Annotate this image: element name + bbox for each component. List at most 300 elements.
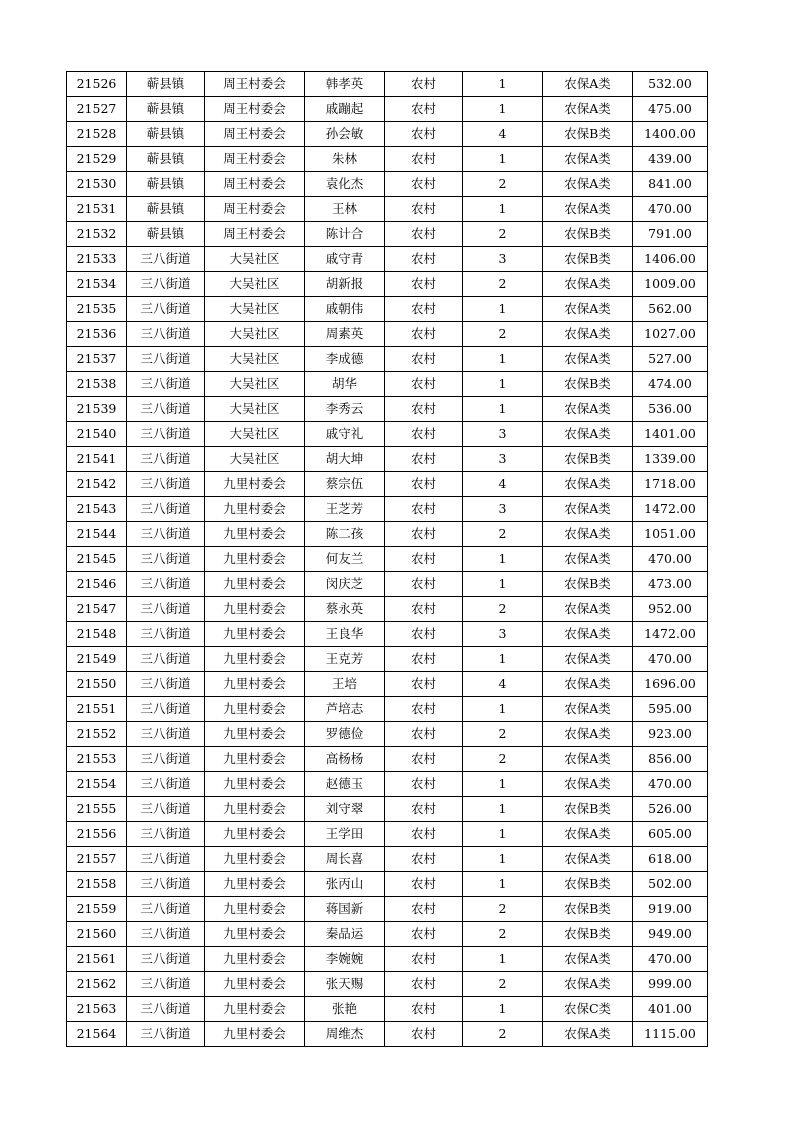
name-cell: 陈计合 (305, 222, 385, 247)
name-cell: 周素英 (305, 322, 385, 347)
amount-cell: 923.00 (633, 722, 708, 747)
town-cell: 三八街道 (127, 922, 205, 947)
record-id-cell: 21529 (67, 147, 127, 172)
name-cell: 周维杰 (305, 1022, 385, 1047)
area-type-cell: 农村 (385, 672, 463, 697)
village-cell: 周王村委会 (205, 172, 305, 197)
town-cell: 蕲县镇 (127, 147, 205, 172)
category-cell: 农保A类 (543, 597, 633, 622)
name-cell: 王良华 (305, 622, 385, 647)
area-type-cell: 农村 (385, 172, 463, 197)
record-id-cell: 21536 (67, 322, 127, 347)
amount-cell: 1696.00 (633, 672, 708, 697)
household-size-cell: 3 (463, 447, 543, 472)
town-cell: 蕲县镇 (127, 72, 205, 97)
category-cell: 农保A类 (543, 322, 633, 347)
name-cell: 秦品运 (305, 922, 385, 947)
category-cell: 农保A类 (543, 422, 633, 447)
amount-cell: 595.00 (633, 697, 708, 722)
area-type-cell: 农村 (385, 697, 463, 722)
name-cell: 蔡永英 (305, 597, 385, 622)
town-cell: 三八街道 (127, 322, 205, 347)
amount-cell: 475.00 (633, 97, 708, 122)
town-cell: 三八街道 (127, 422, 205, 447)
category-cell: 农保A类 (543, 647, 633, 672)
household-size-cell: 2 (463, 747, 543, 772)
area-type-cell: 农村 (385, 197, 463, 222)
area-type-cell: 农村 (385, 597, 463, 622)
category-cell: 农保B类 (543, 222, 633, 247)
amount-cell: 952.00 (633, 597, 708, 622)
name-cell: 王克芳 (305, 647, 385, 672)
amount-cell: 532.00 (633, 72, 708, 97)
town-cell: 蕲县镇 (127, 197, 205, 222)
household-size-cell: 1 (463, 947, 543, 972)
table-row (67, 272, 708, 297)
area-type-cell: 农村 (385, 72, 463, 97)
household-size-cell: 4 (463, 122, 543, 147)
record-id-cell: 21532 (67, 222, 127, 247)
table-row (67, 322, 708, 347)
record-id-cell: 21551 (67, 697, 127, 722)
category-cell: 农保A类 (543, 822, 633, 847)
town-cell: 三八街道 (127, 822, 205, 847)
town-cell: 三八街道 (127, 272, 205, 297)
town-cell: 三八街道 (127, 947, 205, 972)
category-cell: 农保A类 (543, 197, 633, 222)
village-cell: 大吴社区 (205, 397, 305, 422)
name-cell: 罗德俭 (305, 722, 385, 747)
area-type-cell: 农村 (385, 572, 463, 597)
household-size-cell: 1 (463, 797, 543, 822)
town-cell: 蕲县镇 (127, 172, 205, 197)
category-cell: 农保A类 (543, 397, 633, 422)
record-id-cell: 21544 (67, 522, 127, 547)
table-row (67, 547, 708, 572)
table-row (67, 1022, 708, 1047)
name-cell: 李成德 (305, 347, 385, 372)
record-id-cell: 21538 (67, 372, 127, 397)
town-cell: 三八街道 (127, 872, 205, 897)
amount-cell: 1401.00 (633, 422, 708, 447)
amount-cell: 1115.00 (633, 1022, 708, 1047)
record-id-cell: 21552 (67, 722, 127, 747)
town-cell: 三八街道 (127, 797, 205, 822)
town-cell: 三八街道 (127, 722, 205, 747)
area-type-cell: 农村 (385, 422, 463, 447)
area-type-cell: 农村 (385, 272, 463, 297)
household-size-cell: 1 (463, 872, 543, 897)
name-cell: 戚守礼 (305, 422, 385, 447)
name-cell: 周长喜 (305, 847, 385, 872)
category-cell: 农保A类 (543, 622, 633, 647)
record-id-cell: 21561 (67, 947, 127, 972)
name-cell: 戚朝伟 (305, 297, 385, 322)
record-id-cell: 21553 (67, 747, 127, 772)
category-cell: 农保A类 (543, 147, 633, 172)
name-cell: 芦培志 (305, 697, 385, 722)
household-size-cell: 1 (463, 397, 543, 422)
village-cell: 九里村委会 (205, 797, 305, 822)
area-type-cell: 农村 (385, 322, 463, 347)
village-cell: 九里村委会 (205, 922, 305, 947)
amount-cell: 526.00 (633, 797, 708, 822)
household-size-cell: 2 (463, 1022, 543, 1047)
village-cell: 九里村委会 (205, 997, 305, 1022)
category-cell: 农保A类 (543, 847, 633, 872)
village-cell: 九里村委会 (205, 897, 305, 922)
area-type-cell: 农村 (385, 547, 463, 572)
area-type-cell: 农村 (385, 897, 463, 922)
name-cell: 李秀云 (305, 397, 385, 422)
amount-cell: 856.00 (633, 747, 708, 772)
town-cell: 蕲县镇 (127, 97, 205, 122)
record-id-cell: 21563 (67, 997, 127, 1022)
record-id-cell: 21540 (67, 422, 127, 447)
village-cell: 九里村委会 (205, 972, 305, 997)
household-size-cell: 2 (463, 972, 543, 997)
category-cell: 农保A类 (543, 772, 633, 797)
household-size-cell: 2 (463, 522, 543, 547)
table-row (67, 622, 708, 647)
table-row (67, 947, 708, 972)
record-id-cell: 21531 (67, 197, 127, 222)
record-id-cell: 21537 (67, 347, 127, 372)
table-row (67, 422, 708, 447)
household-size-cell: 3 (463, 622, 543, 647)
household-size-cell: 1 (463, 697, 543, 722)
area-type-cell: 农村 (385, 472, 463, 497)
table-row (67, 747, 708, 772)
amount-cell: 470.00 (633, 647, 708, 672)
name-cell: 张丙山 (305, 872, 385, 897)
amount-cell: 1051.00 (633, 522, 708, 547)
amount-cell: 1009.00 (633, 272, 708, 297)
record-id-cell: 21542 (67, 472, 127, 497)
category-cell: 农保A类 (543, 972, 633, 997)
household-size-cell: 1 (463, 822, 543, 847)
table-row (67, 297, 708, 322)
category-cell: 农保B类 (543, 897, 633, 922)
household-size-cell: 2 (463, 722, 543, 747)
category-cell: 农保C类 (543, 997, 633, 1022)
household-size-cell: 4 (463, 672, 543, 697)
category-cell: 农保B类 (543, 797, 633, 822)
table-row (67, 597, 708, 622)
category-cell: 农保A类 (543, 747, 633, 772)
name-cell: 朱林 (305, 147, 385, 172)
area-type-cell: 农村 (385, 947, 463, 972)
record-id-cell: 21564 (67, 1022, 127, 1047)
amount-cell: 1718.00 (633, 472, 708, 497)
household-size-cell: 1 (463, 547, 543, 572)
household-size-cell: 1 (463, 572, 543, 597)
town-cell: 三八街道 (127, 247, 205, 272)
town-cell: 三八街道 (127, 347, 205, 372)
record-id-cell: 21545 (67, 547, 127, 572)
table-row (67, 222, 708, 247)
village-cell: 周王村委会 (205, 97, 305, 122)
town-cell: 三八街道 (127, 847, 205, 872)
table-row (67, 722, 708, 747)
name-cell: 胡华 (305, 372, 385, 397)
category-cell: 农保A类 (543, 722, 633, 747)
amount-cell: 1400.00 (633, 122, 708, 147)
village-cell: 大吴社区 (205, 372, 305, 397)
name-cell: 蔡宗伍 (305, 472, 385, 497)
area-type-cell: 农村 (385, 872, 463, 897)
village-cell: 九里村委会 (205, 1022, 305, 1047)
amount-cell: 605.00 (633, 822, 708, 847)
village-cell: 周王村委会 (205, 72, 305, 97)
record-id-cell: 21546 (67, 572, 127, 597)
record-id-cell: 21560 (67, 922, 127, 947)
area-type-cell: 农村 (385, 372, 463, 397)
area-type-cell: 农村 (385, 497, 463, 522)
category-cell: 农保B类 (543, 872, 633, 897)
name-cell: 戚守青 (305, 247, 385, 272)
category-cell: 农保A类 (543, 272, 633, 297)
amount-cell: 536.00 (633, 397, 708, 422)
village-cell: 周王村委会 (205, 147, 305, 172)
town-cell: 三八街道 (127, 297, 205, 322)
category-cell: 农保A类 (543, 172, 633, 197)
name-cell: 王学田 (305, 822, 385, 847)
village-cell: 周王村委会 (205, 122, 305, 147)
village-cell: 大吴社区 (205, 447, 305, 472)
village-cell: 九里村委会 (205, 522, 305, 547)
area-type-cell: 农村 (385, 747, 463, 772)
town-cell: 三八街道 (127, 622, 205, 647)
area-type-cell: 农村 (385, 347, 463, 372)
table-row (67, 372, 708, 397)
village-cell: 九里村委会 (205, 847, 305, 872)
record-id-cell: 21541 (67, 447, 127, 472)
village-cell: 九里村委会 (205, 822, 305, 847)
amount-cell: 473.00 (633, 572, 708, 597)
area-type-cell: 农村 (385, 622, 463, 647)
town-cell: 三八街道 (127, 597, 205, 622)
category-cell: 农保A类 (543, 672, 633, 697)
record-id-cell: 21557 (67, 847, 127, 872)
category-cell: 农保A类 (543, 1022, 633, 1047)
household-size-cell: 2 (463, 897, 543, 922)
category-cell: 农保B类 (543, 247, 633, 272)
town-cell: 三八街道 (127, 647, 205, 672)
area-type-cell: 农村 (385, 447, 463, 472)
table-row (67, 972, 708, 997)
household-size-cell: 1 (463, 97, 543, 122)
name-cell: 李婉婉 (305, 947, 385, 972)
village-cell: 九里村委会 (205, 672, 305, 697)
record-id-cell: 21556 (67, 822, 127, 847)
amount-cell: 1339.00 (633, 447, 708, 472)
town-cell: 三八街道 (127, 572, 205, 597)
amount-cell: 470.00 (633, 772, 708, 797)
category-cell: 农保A类 (543, 697, 633, 722)
town-cell: 三八街道 (127, 497, 205, 522)
category-cell: 农保A类 (543, 947, 633, 972)
town-cell: 三八街道 (127, 447, 205, 472)
village-cell: 大吴社区 (205, 322, 305, 347)
town-cell: 三八街道 (127, 972, 205, 997)
table-row (67, 472, 708, 497)
name-cell: 韩孝英 (305, 72, 385, 97)
town-cell: 三八街道 (127, 747, 205, 772)
record-id-cell: 21548 (67, 622, 127, 647)
town-cell: 蕲县镇 (127, 222, 205, 247)
table-row (67, 522, 708, 547)
record-id-cell: 21547 (67, 597, 127, 622)
amount-cell: 474.00 (633, 372, 708, 397)
town-cell: 三八街道 (127, 397, 205, 422)
name-cell: 高杨杨 (305, 747, 385, 772)
category-cell: 农保A类 (543, 522, 633, 547)
village-cell: 周王村委会 (205, 222, 305, 247)
village-cell: 九里村委会 (205, 947, 305, 972)
table-row (67, 172, 708, 197)
village-cell: 大吴社区 (205, 297, 305, 322)
table-row (67, 72, 708, 97)
amount-cell: 1472.00 (633, 622, 708, 647)
table-row (67, 822, 708, 847)
table-row (67, 197, 708, 222)
area-type-cell: 农村 (385, 997, 463, 1022)
town-cell: 三八街道 (127, 1022, 205, 1047)
area-type-cell: 农村 (385, 772, 463, 797)
amount-cell: 791.00 (633, 222, 708, 247)
amount-cell: 1472.00 (633, 497, 708, 522)
village-cell: 九里村委会 (205, 472, 305, 497)
household-size-cell: 2 (463, 272, 543, 297)
category-cell: 农保B类 (543, 572, 633, 597)
household-size-cell: 1 (463, 347, 543, 372)
name-cell: 胡新报 (305, 272, 385, 297)
area-type-cell: 农村 (385, 397, 463, 422)
village-cell: 九里村委会 (205, 872, 305, 897)
amount-cell: 401.00 (633, 997, 708, 1022)
table-row (67, 347, 708, 372)
village-cell: 大吴社区 (205, 422, 305, 447)
village-cell: 九里村委会 (205, 747, 305, 772)
household-size-cell: 4 (463, 472, 543, 497)
household-size-cell: 1 (463, 72, 543, 97)
record-id-cell: 21533 (67, 247, 127, 272)
area-type-cell: 农村 (385, 847, 463, 872)
amount-cell: 562.00 (633, 297, 708, 322)
records-table (66, 71, 708, 1047)
name-cell: 闵庆芝 (305, 572, 385, 597)
household-size-cell: 3 (463, 497, 543, 522)
area-type-cell: 农村 (385, 522, 463, 547)
village-cell: 九里村委会 (205, 697, 305, 722)
amount-cell: 1406.00 (633, 247, 708, 272)
household-size-cell: 1 (463, 372, 543, 397)
village-cell: 九里村委会 (205, 597, 305, 622)
household-size-cell: 1 (463, 147, 543, 172)
record-id-cell: 21534 (67, 272, 127, 297)
table-row (67, 122, 708, 147)
area-type-cell: 农村 (385, 297, 463, 322)
record-id-cell: 21539 (67, 397, 127, 422)
amount-cell: 470.00 (633, 197, 708, 222)
area-type-cell: 农村 (385, 1022, 463, 1047)
table-row (67, 847, 708, 872)
amount-cell: 949.00 (633, 922, 708, 947)
record-id-cell: 21555 (67, 797, 127, 822)
table-row (67, 922, 708, 947)
village-cell: 周王村委会 (205, 197, 305, 222)
record-id-cell: 21559 (67, 897, 127, 922)
table-row (67, 497, 708, 522)
name-cell: 胡大坤 (305, 447, 385, 472)
table-row (67, 447, 708, 472)
table-row (67, 897, 708, 922)
village-cell: 九里村委会 (205, 772, 305, 797)
area-type-cell: 农村 (385, 147, 463, 172)
village-cell: 九里村委会 (205, 647, 305, 672)
record-id-cell: 21528 (67, 122, 127, 147)
name-cell: 张天赐 (305, 972, 385, 997)
category-cell: 农保A类 (543, 72, 633, 97)
town-cell: 三八街道 (127, 697, 205, 722)
town-cell: 三八街道 (127, 472, 205, 497)
household-size-cell: 2 (463, 597, 543, 622)
town-cell: 蕲县镇 (127, 122, 205, 147)
amount-cell: 527.00 (633, 347, 708, 372)
area-type-cell: 农村 (385, 922, 463, 947)
area-type-cell: 农村 (385, 97, 463, 122)
table-row (67, 397, 708, 422)
table-row (67, 647, 708, 672)
village-cell: 九里村委会 (205, 547, 305, 572)
amount-cell: 502.00 (633, 872, 708, 897)
town-cell: 三八街道 (127, 547, 205, 572)
record-id-cell: 21554 (67, 772, 127, 797)
name-cell: 王培 (305, 672, 385, 697)
name-cell: 王林 (305, 197, 385, 222)
area-type-cell: 农村 (385, 122, 463, 147)
village-cell: 大吴社区 (205, 347, 305, 372)
table-row (67, 572, 708, 597)
town-cell: 三八街道 (127, 522, 205, 547)
household-size-cell: 2 (463, 222, 543, 247)
record-id-cell: 21549 (67, 647, 127, 672)
category-cell: 农保A类 (543, 97, 633, 122)
name-cell: 陈二孩 (305, 522, 385, 547)
area-type-cell: 农村 (385, 797, 463, 822)
area-type-cell: 农村 (385, 647, 463, 672)
town-cell: 三八街道 (127, 672, 205, 697)
table-row (67, 772, 708, 797)
household-size-cell: 2 (463, 922, 543, 947)
record-id-cell: 21535 (67, 297, 127, 322)
village-cell: 九里村委会 (205, 722, 305, 747)
name-cell: 戚蹦起 (305, 97, 385, 122)
category-cell: 农保A类 (543, 472, 633, 497)
name-cell: 何友兰 (305, 547, 385, 572)
village-cell: 九里村委会 (205, 497, 305, 522)
amount-cell: 618.00 (633, 847, 708, 872)
table-row (67, 697, 708, 722)
area-type-cell: 农村 (385, 972, 463, 997)
category-cell: 农保A类 (543, 547, 633, 572)
category-cell: 农保B类 (543, 372, 633, 397)
record-id-cell: 21526 (67, 72, 127, 97)
table-row (67, 97, 708, 122)
area-type-cell: 农村 (385, 247, 463, 272)
table-row (67, 997, 708, 1022)
